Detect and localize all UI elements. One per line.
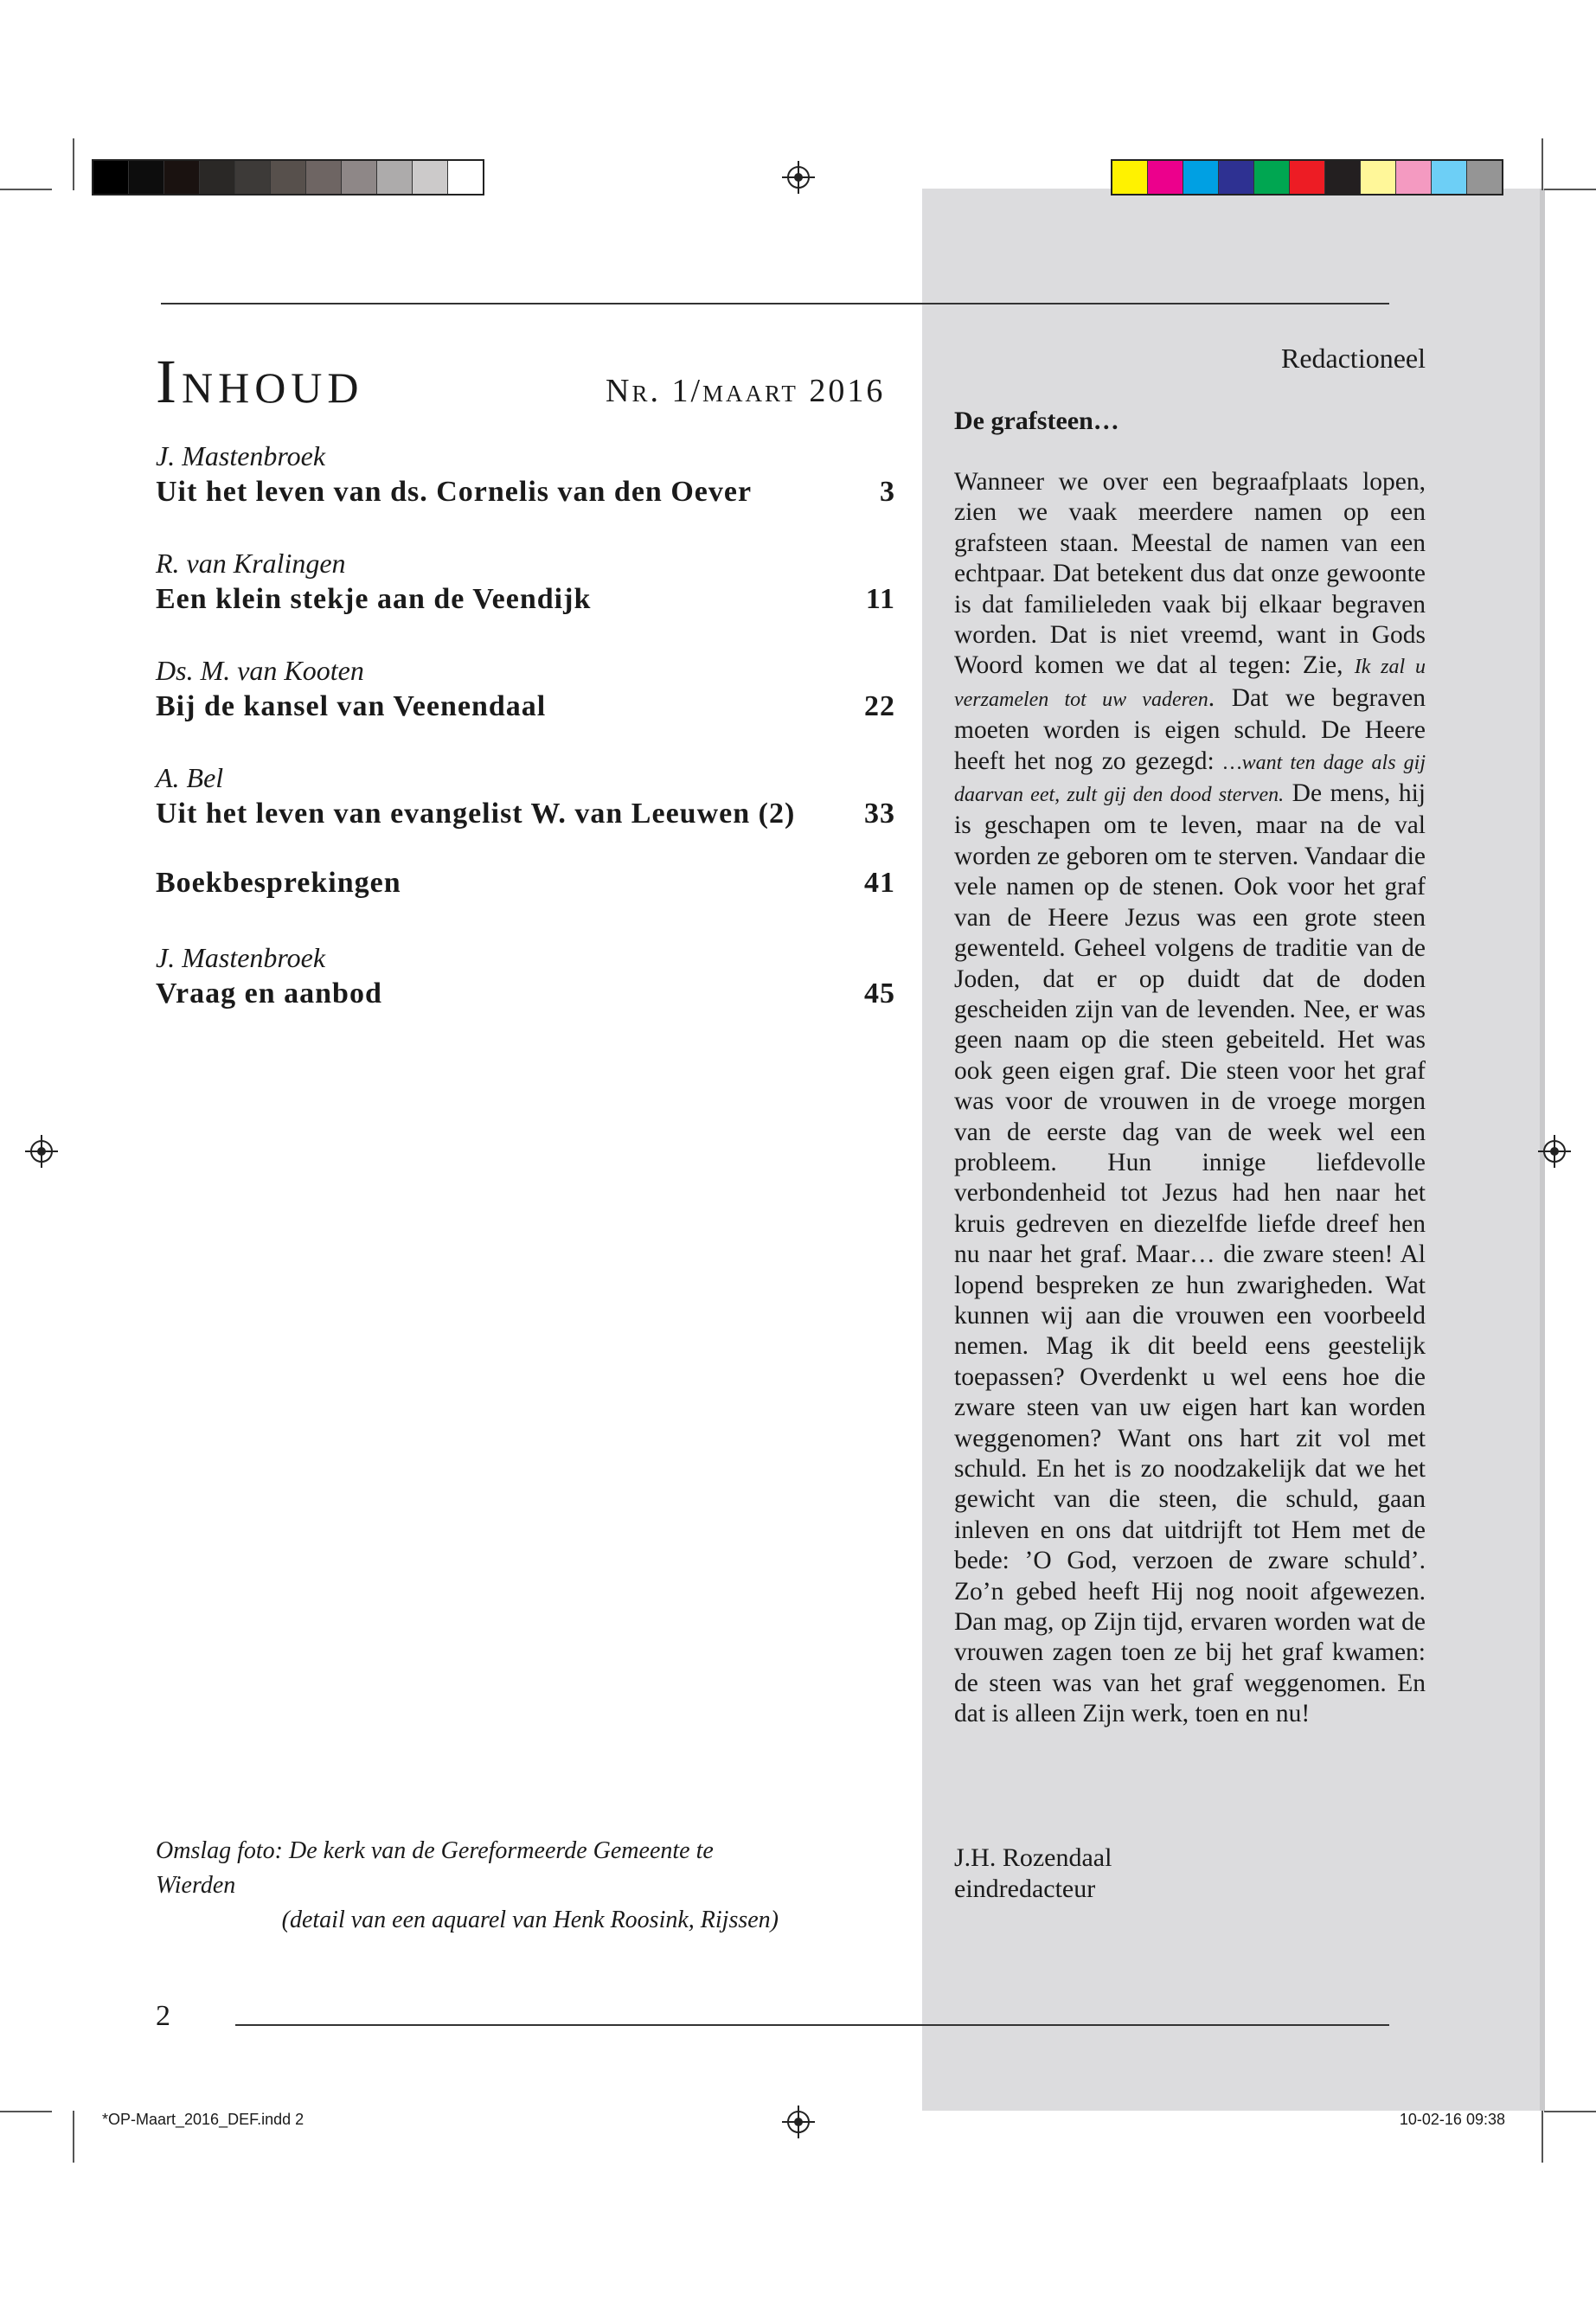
body-text: . Dat we begraven moeten worden is eigen schuld. De Heere heeft het nog zo gezegd: — [954, 683, 1426, 775]
crop-mark — [73, 2111, 74, 2163]
registration-mark-icon — [787, 2111, 810, 2133]
top-rule — [161, 303, 1389, 304]
toc-author: A. Bel — [156, 762, 224, 793]
toc-page-number: 45 — [864, 977, 895, 1009]
color-swatch — [1361, 161, 1396, 194]
contents-title: Inhoud — [156, 347, 364, 416]
color-swatch — [413, 161, 448, 194]
signature-name: J.H. Rozendaal — [954, 1843, 1112, 1872]
toc-entry[interactable] — [156, 547, 895, 619]
cover-caption — [156, 1834, 779, 1938]
signature-role: eindredacteur — [954, 1875, 1096, 1903]
crop-mark — [1542, 138, 1543, 190]
editorial-body — [954, 467, 1426, 1730]
toc-page-number: 33 — [864, 798, 895, 830]
color-swatch — [129, 161, 164, 194]
color-swatch — [1290, 161, 1325, 194]
file-slug: *OP-Maart_2016_DEF.indd 2 — [102, 2111, 304, 2128]
toc-author: Ds. M. van Kooten — [156, 655, 364, 686]
color-swatch — [448, 161, 483, 194]
toc-title: Bij de kansel van Veenendaal — [156, 690, 547, 722]
toc-title: Uit het leven van ds. Cornelis van den Oever — [156, 476, 753, 508]
toc-entry[interactable] — [156, 863, 895, 903]
toc-page-number: 22 — [864, 690, 895, 722]
color-swatch — [1219, 161, 1254, 194]
toc-page-number: 41 — [864, 867, 895, 899]
cover-caption-line2: (detail van een aquarel van Henk Roosink, Rijssen) — [281, 1907, 779, 1933]
toc-page-number: 11 — [865, 583, 895, 615]
toc-entry[interactable] — [156, 439, 895, 512]
toc-entry[interactable] — [156, 941, 895, 1014]
process-color-bar — [1111, 159, 1503, 195]
toc-entry[interactable] — [156, 761, 895, 834]
color-swatch — [1112, 161, 1148, 194]
toc-title: Vraag en aanbod — [156, 977, 382, 1009]
toc-title: Uit het leven van evangelist W. van Leeuwen (2) — [156, 798, 796, 830]
toc-author: J. Mastenbroek — [156, 440, 326, 471]
color-swatch — [1467, 161, 1502, 194]
color-swatch — [235, 161, 271, 194]
scripture-quote: Ik zal u verzamelen tot uw vaderen — [954, 656, 1426, 711]
crop-mark — [0, 2111, 52, 2112]
color-swatch — [1325, 161, 1361, 194]
bottom-rule — [235, 2024, 1389, 2026]
color-swatch — [377, 161, 413, 194]
crop-mark — [1544, 189, 1596, 190]
registration-mark-icon — [787, 166, 810, 189]
crop-mark — [1544, 2111, 1596, 2112]
page-number: 2 — [156, 2000, 170, 2032]
grayscale-color-bar — [92, 159, 484, 195]
cover-caption-line1: Omslag foto: De kerk van de Gereformeerde Gemeente te Wierden — [156, 1837, 714, 1899]
section-label: Redactioneel — [1280, 343, 1426, 374]
body-text: Wanneer we over een begraafplaats lopen, zien we vaak meerdere namen op een grafsteen staan. Meestal de namen van een echtpaar. Dat betekent dus dat onze gewoonte is dat familieleden vaak bij elkaar begraven worden. Dat is niet vreemd, want in Gods Woord komen we dat al tegen: Zie, — [954, 468, 1426, 680]
toc-entry[interactable] — [156, 654, 895, 727]
registration-mark-icon — [30, 1140, 53, 1163]
toc-author: R. van Kralingen — [156, 548, 346, 579]
color-swatch — [1432, 161, 1467, 194]
toc-page-number: 3 — [880, 476, 895, 508]
crop-mark — [1542, 2111, 1543, 2163]
color-swatch — [271, 161, 306, 194]
color-swatch — [200, 161, 235, 194]
toc-author: J. Mastenbroek — [156, 942, 326, 973]
toc-title: Een klein stekje aan de Veendijk — [156, 583, 592, 615]
color-swatch — [306, 161, 342, 194]
scripture-quote: …want ten dage als gij daarvan eet, zult gij den dood sterven. — [954, 751, 1426, 807]
color-swatch — [164, 161, 200, 194]
color-swatch — [342, 161, 377, 194]
crop-mark — [0, 189, 52, 190]
editorial-heading: De grafsteen… — [954, 407, 1119, 435]
date-slug: 10-02-16 09:38 — [1399, 2111, 1505, 2128]
registration-mark-icon — [1543, 1140, 1566, 1163]
color-swatch — [1254, 161, 1290, 194]
color-swatch — [93, 161, 129, 194]
color-swatch — [1396, 161, 1432, 194]
issue-label: Nr. 1/maart 2016 — [606, 373, 886, 409]
color-swatch — [1148, 161, 1183, 194]
crop-mark — [73, 138, 74, 190]
toc-title: Boekbesprekingen — [156, 867, 401, 899]
body-text: De mens, hij is geschapen om te leven, maar na de val worden ze geboren om te sterven. Vandaar die vele namen op de stenen. Ook voor het graf van de Heere Jezus was een grote steen gewenteld. Geheel volgens de traditie van de Joden, dat er op duidt dat de doden gescheiden zijn van de levenden. Nee, er was geen naam op die steen gebeiteld. Het was ook geen eigen graf. Die steen voor het graf was voor de vrouwen in de vroege morgen van de eerste dag van de week wel een probleem. Hun innige liefdevolle verbondenheid tot Jezus had hen naar het kruis gedreven en diezelfde liefde dreef hen nu naar het graf. Maar… die zware steen! Al lopend bespreken ze hun zwarigheden. Wat kunnen wij aan die vrouwen een voorbeeld nemen. Mag ik dit beeld eens geestelijk toepassen? Overdenkt u wel eens hoe die zware steen van uw eigen hart kan worden weggenomen? Want ons hart zit vol met schuld. En het is zo noodzakelijk dat we het gewicht van die steen, die schuld, gaan inleven en ons dat uitdrijft tot Hem met de bede: ’O God, verzoen de zware schuld’. Zo’n gebed heeft Hij nog nooit afgewezen. Dan mag, op Zijn tijd, ervaren worden wat de vrouwen zagen toen ze bij het graf kwamen: de steen was van het graf weggenomen. En dat is alleen Zijn werk, toen en nu! — [954, 779, 1426, 1728]
signature — [954, 1843, 1112, 1905]
color-swatch — [1183, 161, 1219, 194]
